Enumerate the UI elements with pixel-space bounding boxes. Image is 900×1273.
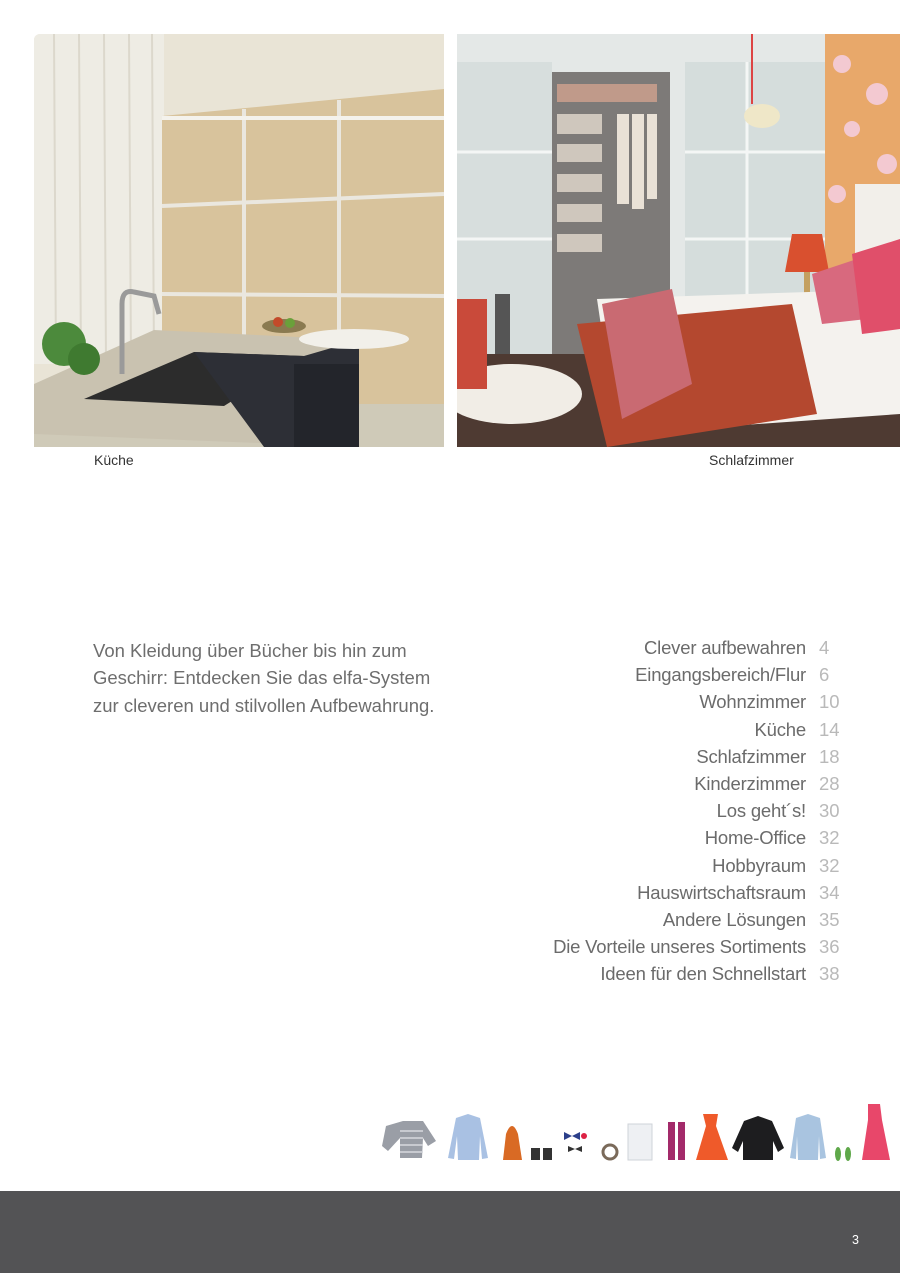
- toc-item[interactable]: [553, 664, 838, 691]
- toc-item[interactable]: [553, 691, 838, 718]
- toc-page: 4: [819, 637, 830, 658]
- toc-item[interactable]: [553, 855, 838, 882]
- toc-page: 34: [819, 881, 840, 903]
- toc-title: Ideen für den Schnellstart: [600, 963, 806, 985]
- bedroom-caption: Schlafzimmer: [709, 452, 794, 468]
- white-shirt-icon: [628, 1124, 652, 1160]
- toc-item[interactable]: [553, 936, 838, 963]
- toc-page: 18: [819, 745, 840, 767]
- toc-title: Hauswirtschaftsraum: [637, 881, 806, 903]
- shirt-icon: [448, 1114, 488, 1160]
- toc-item[interactable]: [553, 719, 838, 746]
- toc-title: Küche: [754, 718, 806, 740]
- toc-item[interactable]: [553, 800, 838, 827]
- toc-item[interactable]: [553, 773, 838, 800]
- belt-icon: [603, 1145, 617, 1159]
- clothing-illustration: [378, 1096, 900, 1166]
- handbag-icon: [503, 1126, 522, 1160]
- toc-page: 32: [819, 854, 840, 876]
- table-of-contents: [553, 637, 838, 990]
- toc-page: 30: [819, 800, 840, 822]
- toc-page: 32: [819, 827, 840, 849]
- kitchen-caption: Küche: [94, 452, 134, 468]
- toc-page: 36: [819, 936, 840, 958]
- toc-item[interactable]: [553, 746, 838, 773]
- intro-text: Von Kleidung über Bücher bis hin zum Geschirr: Entdecken Sie das elfa-System zur cleveren und stilvollen Aufbewahrung.: [93, 640, 435, 716]
- toc-title: Los geht´s!: [716, 800, 806, 822]
- kitchen-photo: [34, 34, 444, 447]
- toc-page: 28: [819, 772, 840, 794]
- toc-item[interactable]: [553, 963, 838, 990]
- toc-title: Kinderzimmer: [694, 772, 806, 794]
- toc-page: 10: [819, 691, 840, 713]
- toc-title: Schlafzimmer: [696, 745, 806, 767]
- sweater-icon: [382, 1121, 436, 1158]
- toc-title: Wohnzimmer: [699, 691, 806, 713]
- bedroom-photo: [457, 34, 900, 447]
- page-number: 3: [852, 1233, 859, 1247]
- toc-item[interactable]: [553, 882, 838, 909]
- denim-shirt-icon: [790, 1114, 826, 1160]
- toc-page: 35: [819, 908, 840, 930]
- dress-icon: [696, 1114, 728, 1160]
- shoes-icon: [531, 1148, 552, 1160]
- toc-item[interactable]: [553, 827, 838, 854]
- toc-title: Clever aufbewahren: [644, 637, 806, 658]
- footer-bar: [0, 1191, 900, 1273]
- toc-title: Hobbyraum: [712, 854, 806, 876]
- toc-title: Die Vorteile unseres Sortiments: [553, 936, 806, 958]
- pink-dress-icon: [862, 1104, 890, 1160]
- toc-item[interactable]: [553, 637, 838, 664]
- toc-title: Home-Office: [704, 827, 806, 849]
- toc-page: 14: [819, 718, 840, 740]
- toc-item[interactable]: [553, 909, 838, 936]
- toc-page: 6: [819, 664, 830, 686]
- boots-icon: [668, 1122, 685, 1160]
- toc-page: 38: [819, 963, 840, 985]
- bowtie-icon: [564, 1132, 587, 1152]
- toc-title: Andere Lösungen: [662, 908, 806, 930]
- toc-title: Eingangsbereich/Flur: [635, 664, 806, 686]
- green-shoes-icon: [835, 1147, 851, 1161]
- jacket-icon: [732, 1116, 784, 1160]
